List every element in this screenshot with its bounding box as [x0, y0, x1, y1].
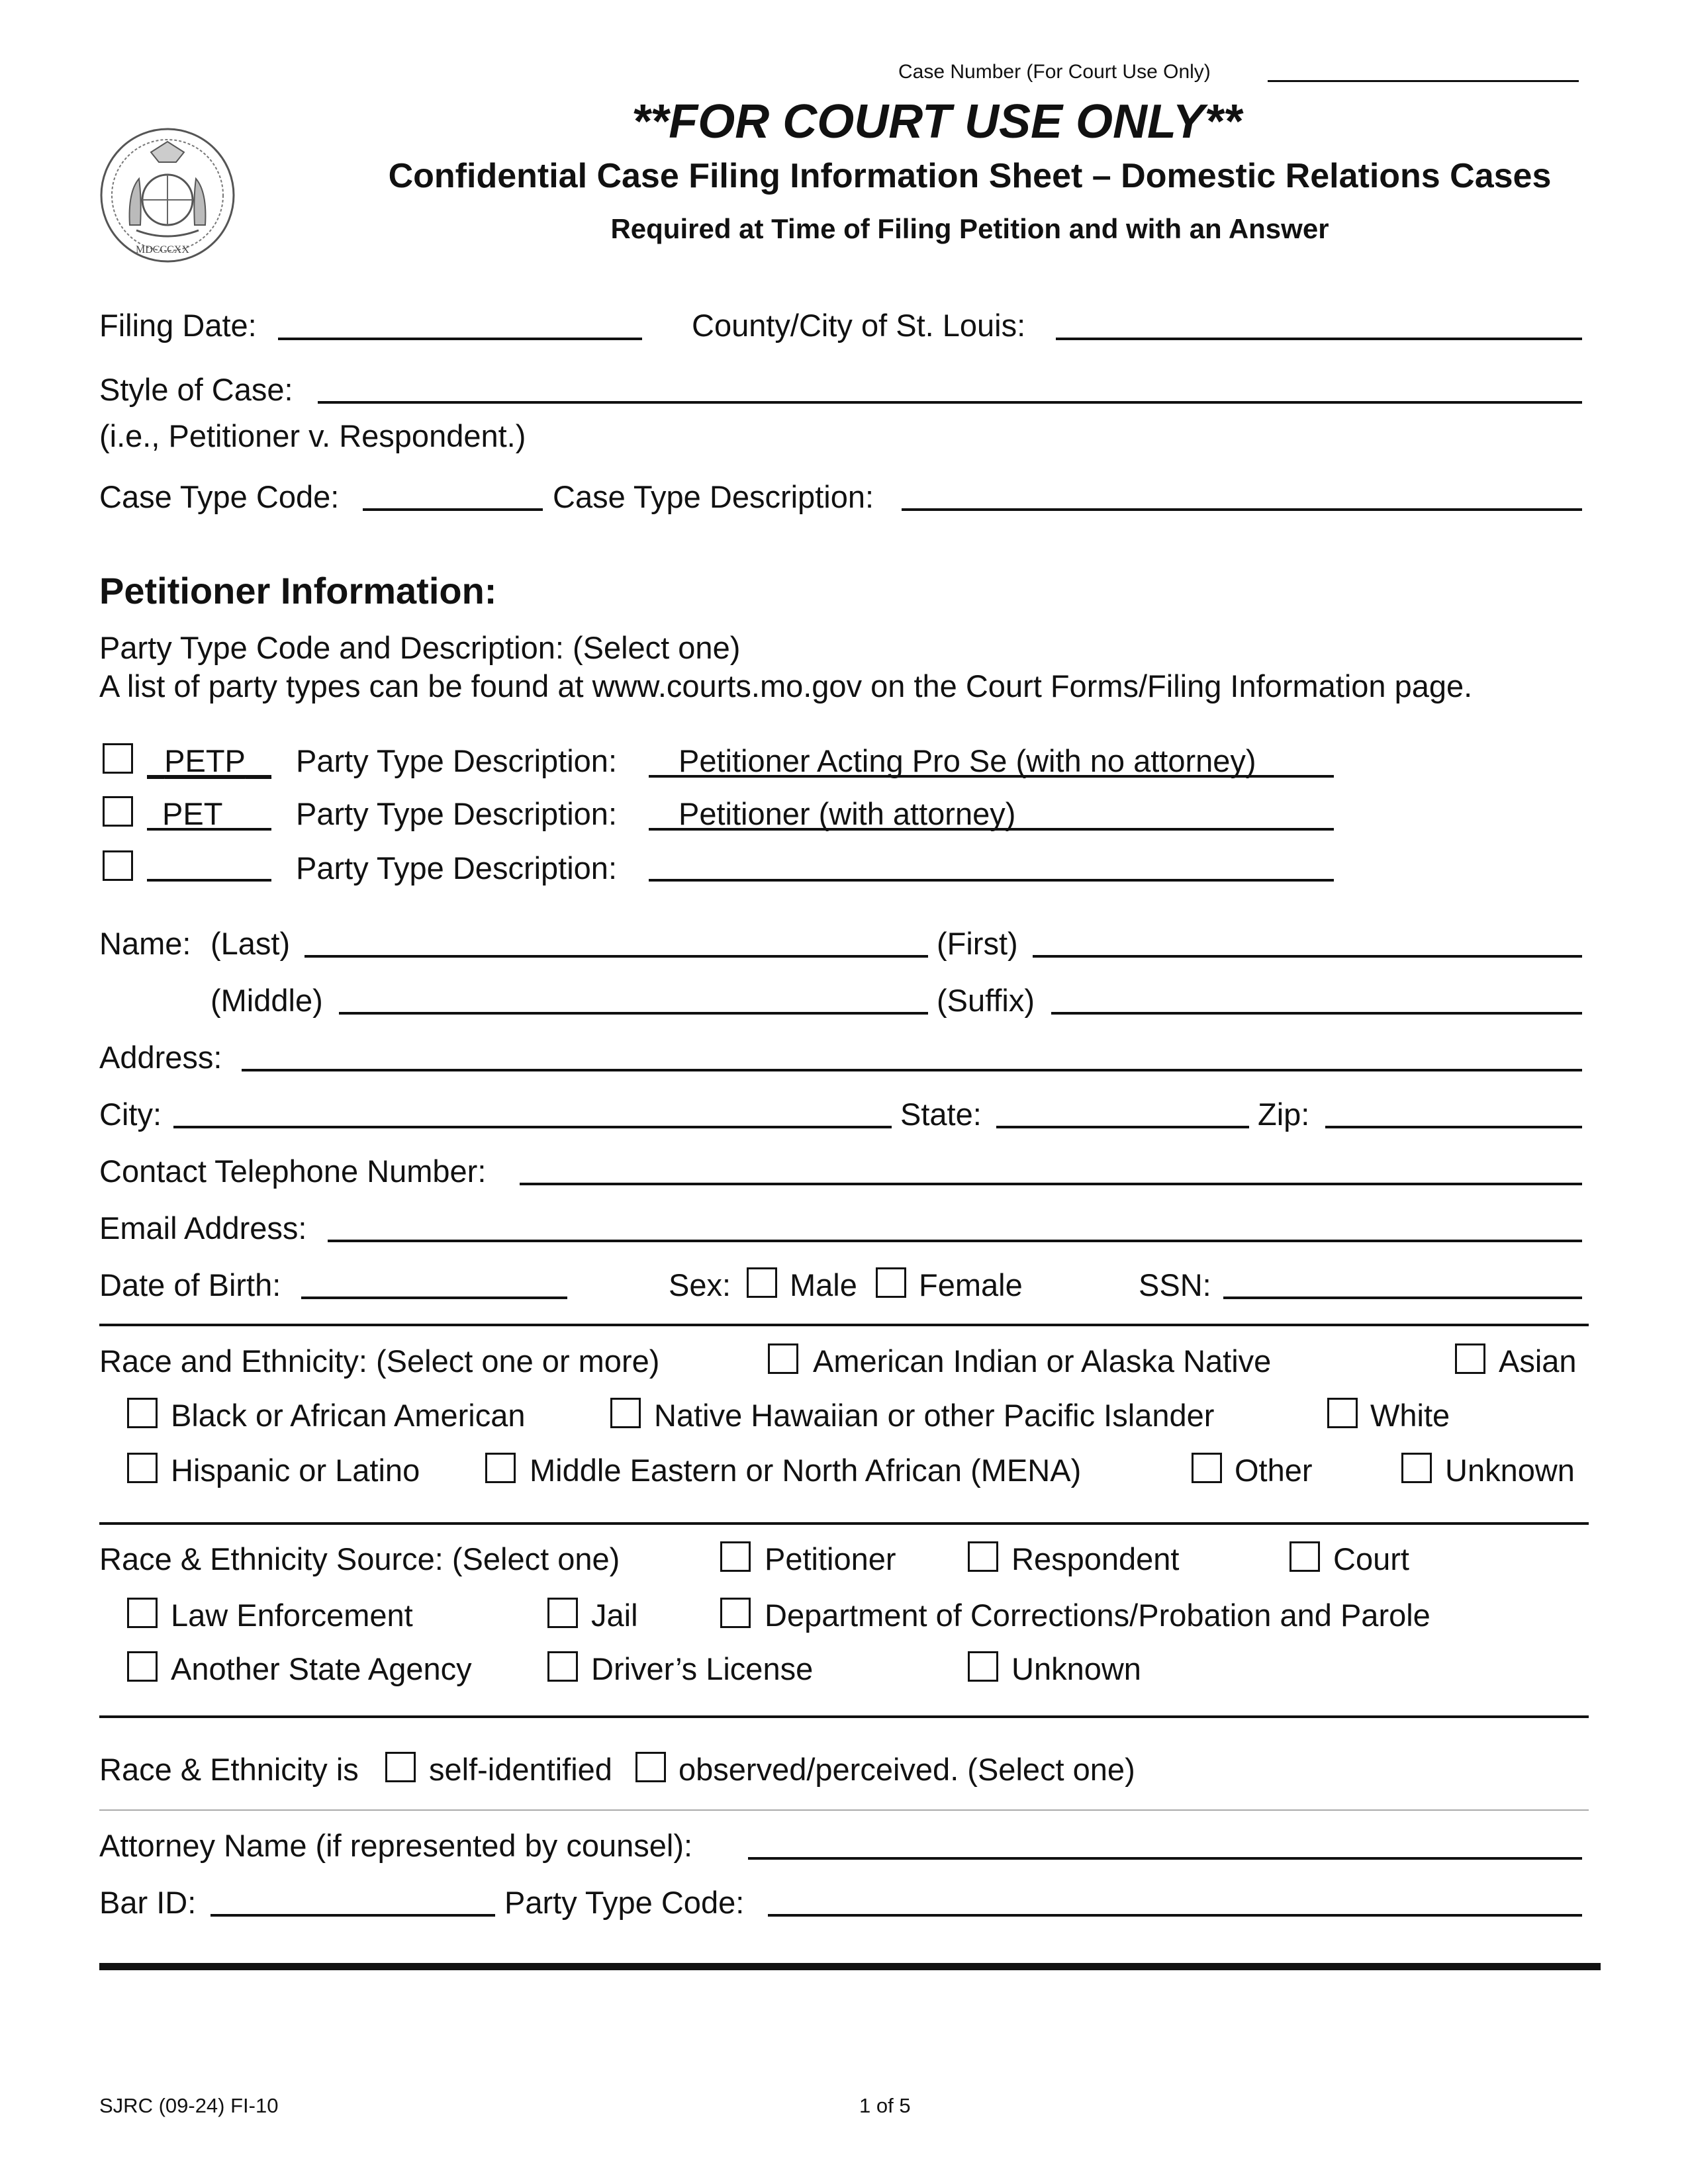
filing-date-label: Filing Date: — [99, 308, 257, 343]
observed-label: observed/perceived. (Select one) — [679, 1752, 1135, 1787]
email-label: Email Address: — [99, 1210, 307, 1246]
case-type-description-label: Case Type Description: — [553, 479, 874, 514]
source-label: Race & Ethnicity Source: (Select one) — [99, 1541, 620, 1576]
seal-text: MDCCCXX — [136, 244, 189, 255]
source-jail-checkbox[interactable] — [547, 1598, 578, 1628]
city-field[interactable] — [173, 1094, 892, 1128]
style-of-case-label: Style of Case: — [99, 372, 293, 407]
party-type-description-label: Party Type Description: — [296, 743, 618, 778]
source-court-checkbox[interactable] — [1289, 1541, 1320, 1572]
attorney-name-label: Attorney Name (if represented by counsel): — [99, 1828, 693, 1863]
race-american-indian-label: American Indian or Alaska Native — [813, 1343, 1272, 1379]
source-state-agency-checkbox[interactable] — [127, 1651, 158, 1682]
form-id: SJRC (09-24) FI-10 — [99, 2094, 279, 2117]
attorney-party-type-code-label: Party Type Code: — [504, 1885, 745, 1920]
race-mena-label: Middle Eastern or North African (MENA) — [530, 1453, 1082, 1488]
source-law-enforcement-checkbox[interactable] — [127, 1598, 158, 1628]
suffix-label: (Suffix) — [937, 983, 1035, 1018]
race-hawaiian-label: Native Hawaiian or other Pacific Islander — [654, 1398, 1215, 1433]
source-jail-label: Jail — [591, 1598, 638, 1633]
zip-field[interactable] — [1325, 1094, 1582, 1128]
page-subheading: Required at Time of Filing Petition and with an Answer — [610, 213, 1329, 244]
source-state-agency-label: Another State Agency — [171, 1651, 472, 1686]
race-american-indian-checkbox[interactable] — [768, 1343, 798, 1374]
race-white-checkbox[interactable] — [1327, 1398, 1358, 1428]
name-label: Name: — [99, 926, 191, 961]
race-white-label: White — [1370, 1398, 1450, 1433]
divider — [99, 1715, 1589, 1718]
address-field[interactable] — [242, 1037, 1582, 1071]
sex-label: Sex: — [669, 1267, 731, 1302]
source-law-enforcement-label: Law Enforcement — [171, 1598, 413, 1633]
case-number-field[interactable] — [1268, 50, 1579, 82]
race-other-checkbox[interactable] — [1192, 1453, 1222, 1483]
source-doc-label: Department of Corrections/Probation and Parole — [765, 1598, 1430, 1633]
self-identified-label: self-identified — [429, 1752, 612, 1787]
dob-field[interactable] — [301, 1265, 567, 1299]
style-of-case-note: (i.e., Petitioner v. Respondent.) — [99, 418, 526, 453]
case-type-code-field[interactable] — [363, 477, 543, 511]
phone-label: Contact Telephone Number: — [99, 1154, 487, 1189]
sex-female-checkbox[interactable] — [876, 1267, 906, 1298]
email-field[interactable] — [328, 1208, 1582, 1242]
race-mena-checkbox[interactable] — [485, 1453, 516, 1483]
attorney-name-field[interactable] — [748, 1825, 1582, 1860]
race-label: Race and Ethnicity: (Select one or more) — [99, 1343, 660, 1379]
suffix-field[interactable] — [1051, 980, 1582, 1015]
county-label: County/City of St. Louis: — [692, 308, 1026, 343]
race-other-label: Other — [1235, 1453, 1313, 1488]
ssn-field[interactable] — [1223, 1265, 1582, 1299]
state-field[interactable] — [996, 1094, 1249, 1128]
self-identified-checkbox[interactable] — [385, 1752, 416, 1782]
attorney-party-type-code-field[interactable] — [768, 1882, 1582, 1917]
party-type-note: A list of party types can be found at www.courts.mo.gov on the Court Forms/Filing Information page. — [99, 668, 1473, 704]
party-code-pet: PET — [162, 796, 223, 831]
first-name-field[interactable] — [1033, 923, 1582, 958]
party-type-description-label: Party Type Description: — [296, 850, 618, 886]
page-number: 1 of 5 — [859, 2094, 911, 2117]
sex-male-checkbox[interactable] — [747, 1267, 777, 1298]
middle-name-field[interactable] — [339, 980, 928, 1015]
phone-field[interactable] — [520, 1151, 1582, 1185]
race-hispanic-label: Hispanic or Latino — [171, 1453, 420, 1488]
party-description-other-field[interactable] — [649, 847, 1334, 882]
observed-checkbox[interactable] — [635, 1752, 666, 1782]
source-doc-checkbox[interactable] — [720, 1598, 751, 1628]
dob-label: Date of Birth: — [99, 1267, 281, 1302]
party-type-petp-checkbox[interactable] — [103, 743, 133, 774]
state-label: State: — [900, 1097, 982, 1132]
source-court-label: Court — [1333, 1541, 1409, 1576]
party-description-pet: Petitioner (with attorney) — [679, 796, 1016, 831]
race-asian-label: Asian — [1499, 1343, 1577, 1379]
bar-id-label: Bar ID: — [99, 1885, 197, 1920]
source-respondent-checkbox[interactable] — [968, 1541, 998, 1572]
case-type-code-label: Case Type Code: — [99, 479, 340, 514]
race-black-checkbox[interactable] — [127, 1398, 158, 1428]
party-type-other-checkbox[interactable] — [103, 850, 133, 881]
party-type-label: Party Type Code and Description: (Select one) — [99, 630, 741, 665]
first-name-label: (First) — [937, 926, 1018, 961]
divider — [99, 1522, 1589, 1525]
page-title: **FOR COURT USE ONLY** — [632, 95, 1242, 148]
style-of-case-field[interactable] — [318, 369, 1582, 404]
source-drivers-license-label: Driver’s License — [591, 1651, 814, 1686]
page-subtitle: Confidential Case Filing Information Sheet – Domestic Relations Cases — [388, 157, 1552, 195]
party-code-other-field[interactable] — [147, 847, 271, 882]
divider — [99, 1809, 1589, 1811]
petitioner-heading: Petitioner Information: — [99, 570, 497, 612]
county-field[interactable] — [1056, 306, 1582, 340]
race-unknown-label: Unknown — [1445, 1453, 1575, 1488]
party-type-pet-checkbox[interactable] — [103, 796, 133, 827]
source-unknown-checkbox[interactable] — [968, 1651, 998, 1682]
party-description-petp: Petitioner Acting Pro Se (with no attorney) — [679, 743, 1256, 778]
identification-prefix: Race & Ethnicity is — [99, 1752, 359, 1787]
source-respondent-label: Respondent — [1011, 1541, 1180, 1576]
race-asian-checkbox[interactable] — [1455, 1343, 1485, 1374]
zip-label: Zip: — [1258, 1097, 1310, 1132]
bar-id-field[interactable] — [211, 1882, 495, 1917]
filing-date-field[interactable] — [278, 306, 642, 340]
party-code-petp: PETP — [164, 743, 246, 778]
race-unknown-checkbox[interactable] — [1401, 1453, 1432, 1483]
middle-name-label: (Middle) — [211, 983, 323, 1018]
last-name-field[interactable] — [305, 923, 928, 958]
sex-male-label: Male — [790, 1267, 857, 1302]
sex-female-label: Female — [919, 1267, 1023, 1302]
divider — [99, 1324, 1589, 1326]
party-type-code — [147, 745, 271, 776]
race-black-label: Black or African American — [171, 1398, 526, 1433]
ssn-label: SSN: — [1139, 1267, 1211, 1302]
case-type-description-field[interactable] — [902, 477, 1582, 511]
case-number-label: Case Number (For Court Use Only) — [898, 61, 1211, 83]
party-type-description-label: Party Type Description: — [296, 796, 618, 831]
race-hispanic-checkbox[interactable] — [127, 1453, 158, 1483]
source-petitioner-label: Petitioner — [765, 1541, 896, 1576]
section-end-rule — [99, 1963, 1601, 1970]
city-label: City: — [99, 1097, 162, 1132]
source-petitioner-checkbox[interactable] — [720, 1541, 751, 1572]
source-unknown-label: Unknown — [1011, 1651, 1141, 1686]
race-hawaiian-checkbox[interactable] — [610, 1398, 641, 1428]
address-label: Address: — [99, 1040, 222, 1075]
source-drivers-license-checkbox[interactable] — [547, 1651, 578, 1682]
last-name-label: (Last) — [211, 926, 291, 961]
